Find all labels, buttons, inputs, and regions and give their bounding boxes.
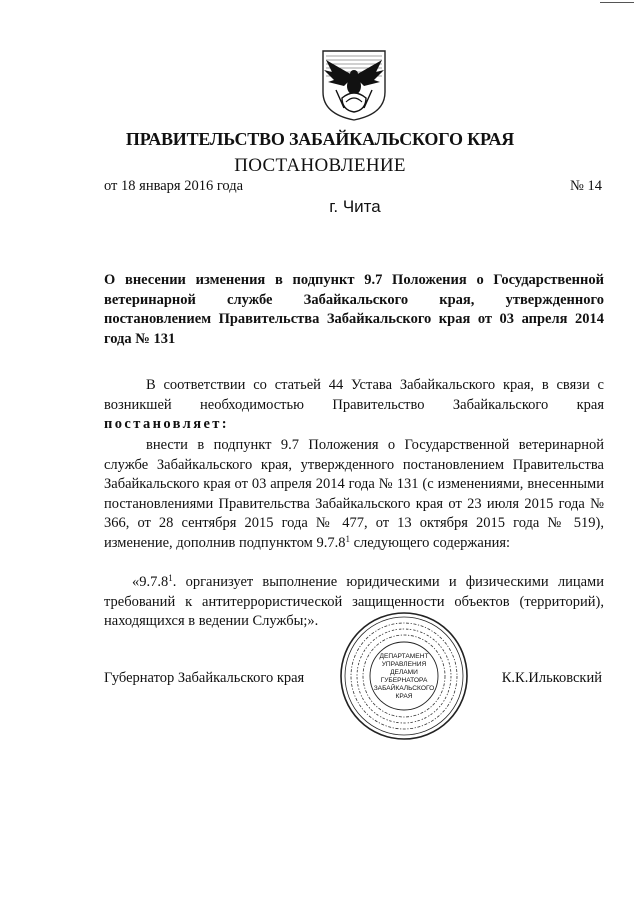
preamble-paragraph	[104, 376, 604, 435]
stamp-line-6: КРАЯ	[395, 693, 413, 700]
zabaikalsky-coat-of-arms-icon	[318, 46, 390, 122]
decree-word: постановляет:	[104, 416, 230, 433]
signatory-title: Губернатор Забайкальского края	[104, 670, 305, 686]
scan-corner-mark	[600, 2, 634, 3]
amendment-number: «9.7.8	[132, 574, 169, 590]
stamp-line-3: ДЕЛАМИ	[390, 669, 418, 676]
document-subject: О внесении изменения в подпункт 9.7 Положения о Государственной ветеринарной службе Забайкальского края, утвержденного постановлением Правительства Забайкальского края от 03 апреля 2014 года № 131	[104, 272, 604, 347]
document-number: № 14	[570, 178, 602, 194]
stamp-line-2: УПРАВЛЕНИЯ	[381, 661, 427, 668]
signatory-name: К.К.Ильковский	[501, 670, 602, 686]
operative-text-end: следующего содержания:	[349, 534, 511, 551]
document-date: от 18 января 2016 года	[104, 178, 244, 194]
amendment-text: . организует выполнение юридическими и физическими лицами требований к антитеррористической защищенности объектов (территорий), находящихся в ведении Службы;».	[104, 574, 604, 630]
stamp-line-1: ДЕПАРТАМЕНТ	[379, 653, 429, 660]
preamble-text: В соответствии со статьей 44 Устава Забайкальского края, в связи с возникшей необходимостью Правительство Забайкальского края	[104, 377, 604, 413]
document-city: г. Чита	[329, 197, 381, 216]
document-type: ПОСТАНОВЛЕНИЕ	[234, 155, 406, 176]
government-title: ПРАВИТЕЛЬСТВО ЗАБАЙКАЛЬСКОГО КРАЯ	[125, 129, 515, 149]
official-stamp	[338, 610, 470, 742]
operative-paragraph	[104, 436, 604, 554]
amendment-superscript: 1	[168, 573, 173, 583]
stamp-line-4: ГУБЕРНАТОРА	[380, 677, 428, 684]
stamp-line-5: ЗАБАЙКАЛЬСКОГО	[373, 685, 435, 692]
operative-text: внести в подпункт 9.7 Положения о Государственной ветеринарной службе Забайкальского края, утвержденного постановлением Правительства Забайкальского края от 03 апреля 2014 года № 131 (с изменениями, внесенными постановлениями Правительства Забайкальского края от 23 июля 2015 года № 366, от 28 сентября 2015 года № 477, от 13 октября 2015 года № 519), изменение, дополнив подпунктом 9.7.8	[104, 437, 604, 551]
operative-superscript: 1	[345, 533, 350, 544]
